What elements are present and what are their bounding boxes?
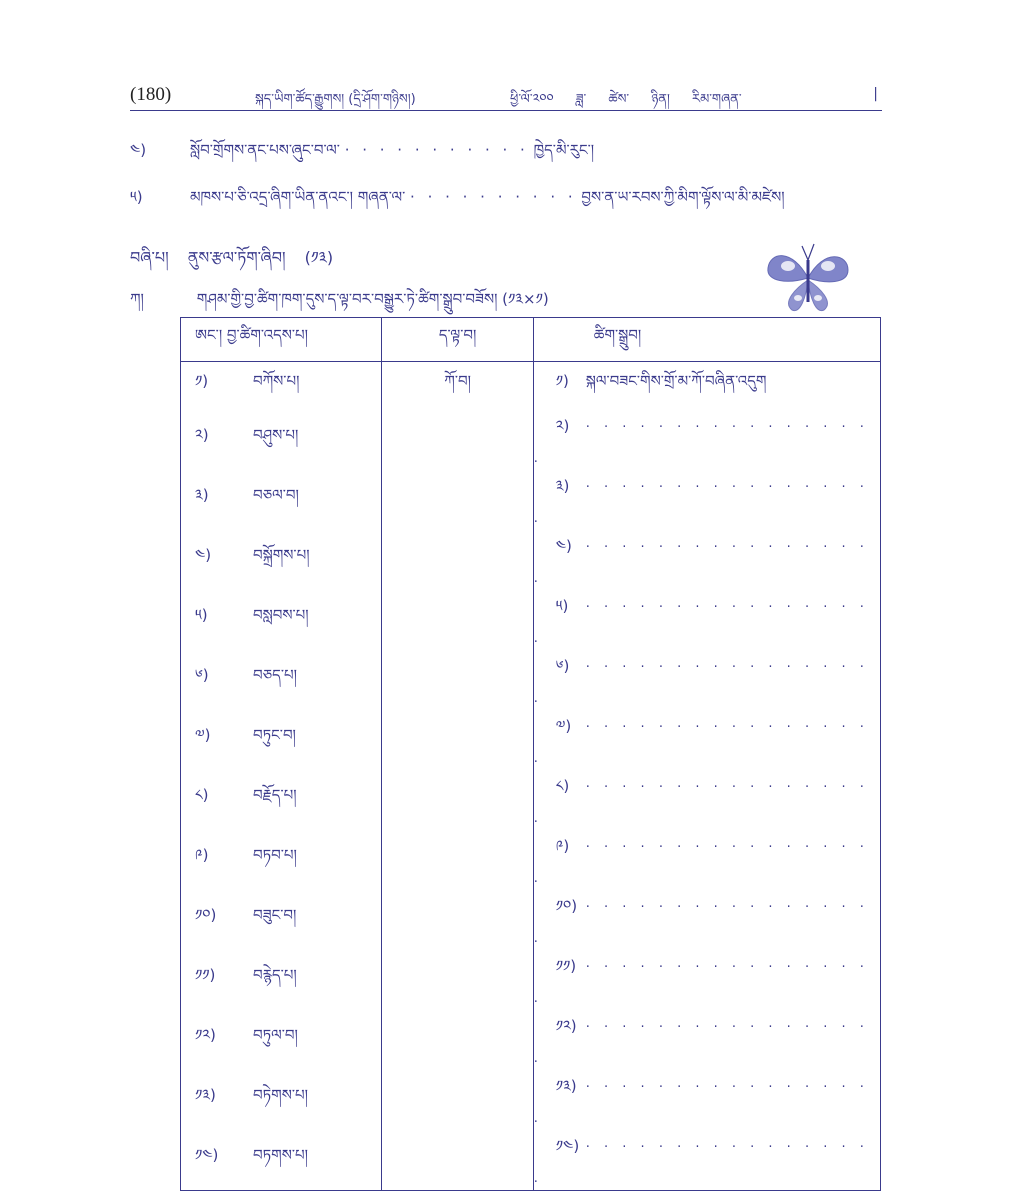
sentence-cell[interactable] — [533, 1010, 880, 1070]
answer-number: ༧) — [555, 716, 572, 735]
question-text: མཁས་པ་ཅི་འདྲ་ཞིག་ཡིན་ནའང་། གཞན་ལ་ · · · · · · · · · · བྱས་ན་ཡ་རབས་ཀྱི་མིག་ལྟོས་ལ་མི་མཛེས། — [190, 188, 785, 206]
present-cell[interactable] — [382, 890, 533, 950]
table-header-row — [181, 318, 881, 362]
past-verb: བཏུལ་བ། — [253, 1025, 298, 1044]
answer-text[interactable]: · · · · · · · · · · · · · · · · · — [533, 599, 869, 650]
answer-text[interactable]: · · · · · · · · · · · · · · · · · — [533, 1079, 869, 1130]
row-number: ༣) — [195, 485, 209, 504]
table-row — [181, 650, 881, 710]
past-cell — [181, 470, 382, 530]
answer-text[interactable]: · · · · · · · · · · · · · · · · · — [533, 959, 869, 1010]
past-cell — [181, 710, 382, 770]
past-cell — [181, 1130, 382, 1191]
row-number: ༩) — [195, 845, 209, 864]
question-number: ༤) — [130, 141, 147, 159]
table-row — [181, 830, 881, 890]
answer-text[interactable]: · · · · · · · · · · · · · · · · · — [533, 1139, 869, 1190]
past-cell — [181, 650, 382, 710]
answer-number: ༡༠) — [555, 896, 578, 915]
answer-text[interactable]: · · · · · · · · · · · · · · · · · — [533, 899, 869, 950]
row-number: ༤) — [195, 545, 212, 564]
sentence-cell[interactable] — [533, 362, 880, 410]
answer-text[interactable]: · · · · · · · · · · · · · · · · · — [533, 719, 869, 770]
sentence-cell[interactable] — [533, 950, 880, 1010]
past-cell — [181, 890, 382, 950]
sentence-cell[interactable] — [533, 1130, 880, 1191]
table-row — [181, 890, 881, 950]
sentence-cell[interactable] — [533, 590, 880, 650]
present-cell[interactable] — [382, 770, 533, 830]
table-row — [181, 590, 881, 650]
table-row — [181, 362, 881, 410]
row-number: ༧) — [195, 725, 211, 744]
past-cell — [181, 1010, 382, 1070]
table-row — [181, 530, 881, 590]
question-number: ༥) — [130, 188, 143, 206]
answer-text[interactable]: · · · · · · · · · · · · · · · · · — [533, 659, 869, 710]
header-date-fields — [510, 84, 742, 121]
sentence-cell[interactable] — [533, 650, 880, 710]
sentence-cell[interactable] — [533, 470, 880, 530]
answer-number: ༣) — [555, 476, 570, 495]
verb-table — [180, 317, 881, 1191]
answer-number: ༡༢) — [555, 1016, 577, 1035]
past-verb: བརྗོད་པ། — [253, 785, 297, 804]
answer-number: ༩) — [555, 836, 570, 855]
header-field-year: ཕྱི་ལོ་༢༠༠ — [510, 92, 554, 107]
answer-number: ༨) — [555, 776, 570, 795]
table-row — [181, 950, 881, 1010]
row-number: ༡༢) — [195, 1025, 216, 1044]
answer-text[interactable]: · · · · · · · · · · · · · · · · · — [533, 539, 869, 590]
present-cell[interactable] — [382, 650, 533, 710]
table-row — [181, 1070, 881, 1130]
answer-number: ༥) — [555, 596, 569, 615]
page-header — [130, 82, 882, 111]
table-row — [181, 770, 881, 830]
past-verb: བཤུས་པ། — [253, 425, 299, 444]
header-field-month: ཟླ་ — [575, 92, 587, 107]
section-title: བཞི་པ། — [130, 248, 169, 267]
answer-text[interactable]: སྐལ་བཟང་གིས་གྲོ་མ་ཀོ་བཞིན་འདུག — [585, 371, 767, 390]
past-verb: བཟུང་བ། — [253, 905, 297, 924]
table-row — [181, 410, 881, 470]
row-number: ༡༠) — [195, 905, 217, 924]
answer-number: ༡) — [555, 371, 569, 390]
past-verb: བཏེགས་པ། — [253, 1085, 308, 1104]
present-cell[interactable] — [382, 710, 533, 770]
header-title: སྐད་ཡིག་ཚོད་རྒྱུགས། (དྲི་ཤོག་གཉིས།) — [255, 92, 416, 107]
instruction-number: ཀ། — [130, 290, 144, 308]
present-cell[interactable] — [382, 1010, 533, 1070]
row-number: ༡) — [195, 371, 209, 390]
present-cell[interactable] — [382, 830, 533, 890]
answer-blank[interactable]: · · · · · · · · · · — [410, 188, 577, 206]
present-cell[interactable] — [382, 950, 533, 1010]
past-cell — [181, 1070, 382, 1130]
past-verb: བཏབ་པ། — [253, 845, 297, 864]
past-cell — [181, 950, 382, 1010]
present-cell[interactable]: ཀོ་བ། — [382, 362, 533, 410]
past-verb: བཅད་པ། — [253, 665, 297, 684]
past-cell — [181, 830, 382, 890]
present-cell[interactable] — [382, 1070, 533, 1130]
section-heading — [130, 240, 333, 285]
present-cell[interactable] — [382, 530, 533, 590]
present-cell[interactable] — [382, 470, 533, 530]
present-cell[interactable] — [382, 410, 533, 470]
page-number: (180) — [130, 84, 172, 105]
col-header-sentence: ཚིག་སྒྲུབ། — [533, 318, 880, 362]
row-number: ༡༣) — [195, 1085, 216, 1104]
answer-number: ༡༤) — [555, 1136, 580, 1155]
past-cell — [181, 362, 382, 410]
row-number: ༥) — [195, 605, 208, 624]
answer-text[interactable]: · · · · · · · · · · · · · · · · · — [533, 479, 869, 530]
col-header-past: ཨང་། བྱ་ཚིག་འདས་པ། — [181, 318, 382, 362]
sentence-cell[interactable] — [533, 710, 880, 770]
sentence-cell[interactable] — [533, 770, 880, 830]
past-verb: བསླབས་པ། — [253, 605, 309, 624]
col-header-present: ད་ལྟ་བ། — [382, 318, 533, 362]
row-number: ༢) — [195, 425, 209, 444]
butterfly-icon — [762, 238, 854, 318]
answer-text[interactable]: · · · · · · · · · · · · · · · · · — [533, 419, 869, 470]
answer-blank[interactable]: · · · · · · · · · · · — [344, 141, 529, 159]
past-verb: བཏུང་བ། — [253, 725, 296, 744]
past-cell — [181, 530, 382, 590]
answer-text[interactable]: · · · · · · · · · · · · · · · · · — [533, 1019, 869, 1070]
table-row — [181, 1130, 881, 1191]
header-field-weekday: ཉིན། — [651, 92, 670, 107]
answer-number: ༦) — [555, 656, 570, 675]
past-verb: བཅལ་བ། — [253, 485, 299, 504]
present-cell[interactable] — [382, 1130, 533, 1191]
answer-number: ༤) — [555, 536, 572, 555]
past-cell — [181, 410, 382, 470]
answer-text[interactable]: · · · · · · · · · · · · · · · · · — [533, 839, 869, 890]
sentence-cell[interactable] — [533, 410, 880, 470]
answer-number: ༡༡) — [555, 956, 577, 975]
sentence-cell[interactable] — [533, 1070, 880, 1130]
past-cell — [181, 590, 382, 650]
answer-text[interactable]: · · · · · · · · · · · · · · · · · — [533, 779, 869, 830]
row-number: ༡༤) — [195, 1145, 219, 1164]
present-cell[interactable] — [382, 590, 533, 650]
instruction-text: གཤམ་གྱི་བྱ་ཚིག་ཁག་དུས་ད་ལྟ་བར་བསྒྱུར་ཏེ་ཚིག་སྒྲུབ་བཟོས། (༡༣×༡) — [196, 290, 549, 308]
answer-number: ༡༣) — [555, 1076, 577, 1095]
row-number: ༨) — [195, 785, 209, 804]
row-number: ༦) — [195, 665, 209, 684]
table-row — [181, 1010, 881, 1070]
past-verb: བཀོས་པ། — [253, 371, 300, 390]
past-cell — [181, 770, 382, 830]
past-verb: བརྙེད་པ། — [253, 965, 297, 984]
header-field-day: ཚེས་ — [608, 92, 630, 107]
past-verb: བསྐྲོགས་པ། — [253, 545, 310, 564]
sentence-cell[interactable] — [533, 890, 880, 950]
section-subtitle: ནུས་རྩལ་ཏོག་ཞིབ། — [187, 248, 286, 267]
row-number: ༡༡) — [195, 965, 216, 984]
table-row — [181, 470, 881, 530]
question-text: སློབ་གྲོགས་ནང་པས་ཞུང་བ་ལ་ · · · · · · · · · · · ཁྱེད་མི་རུང་། — [190, 141, 595, 159]
section-points: (༡༣) — [304, 248, 334, 267]
sentence-cell[interactable] — [533, 830, 880, 890]
answer-number: ༢) — [555, 416, 570, 435]
header-bar: | — [873, 86, 878, 102]
table-row — [181, 710, 881, 770]
past-verb: བཏགས་པ། — [253, 1145, 308, 1164]
header-field-grade: རིམ་གཞན་ — [691, 92, 742, 107]
sentence-cell[interactable] — [533, 530, 880, 590]
